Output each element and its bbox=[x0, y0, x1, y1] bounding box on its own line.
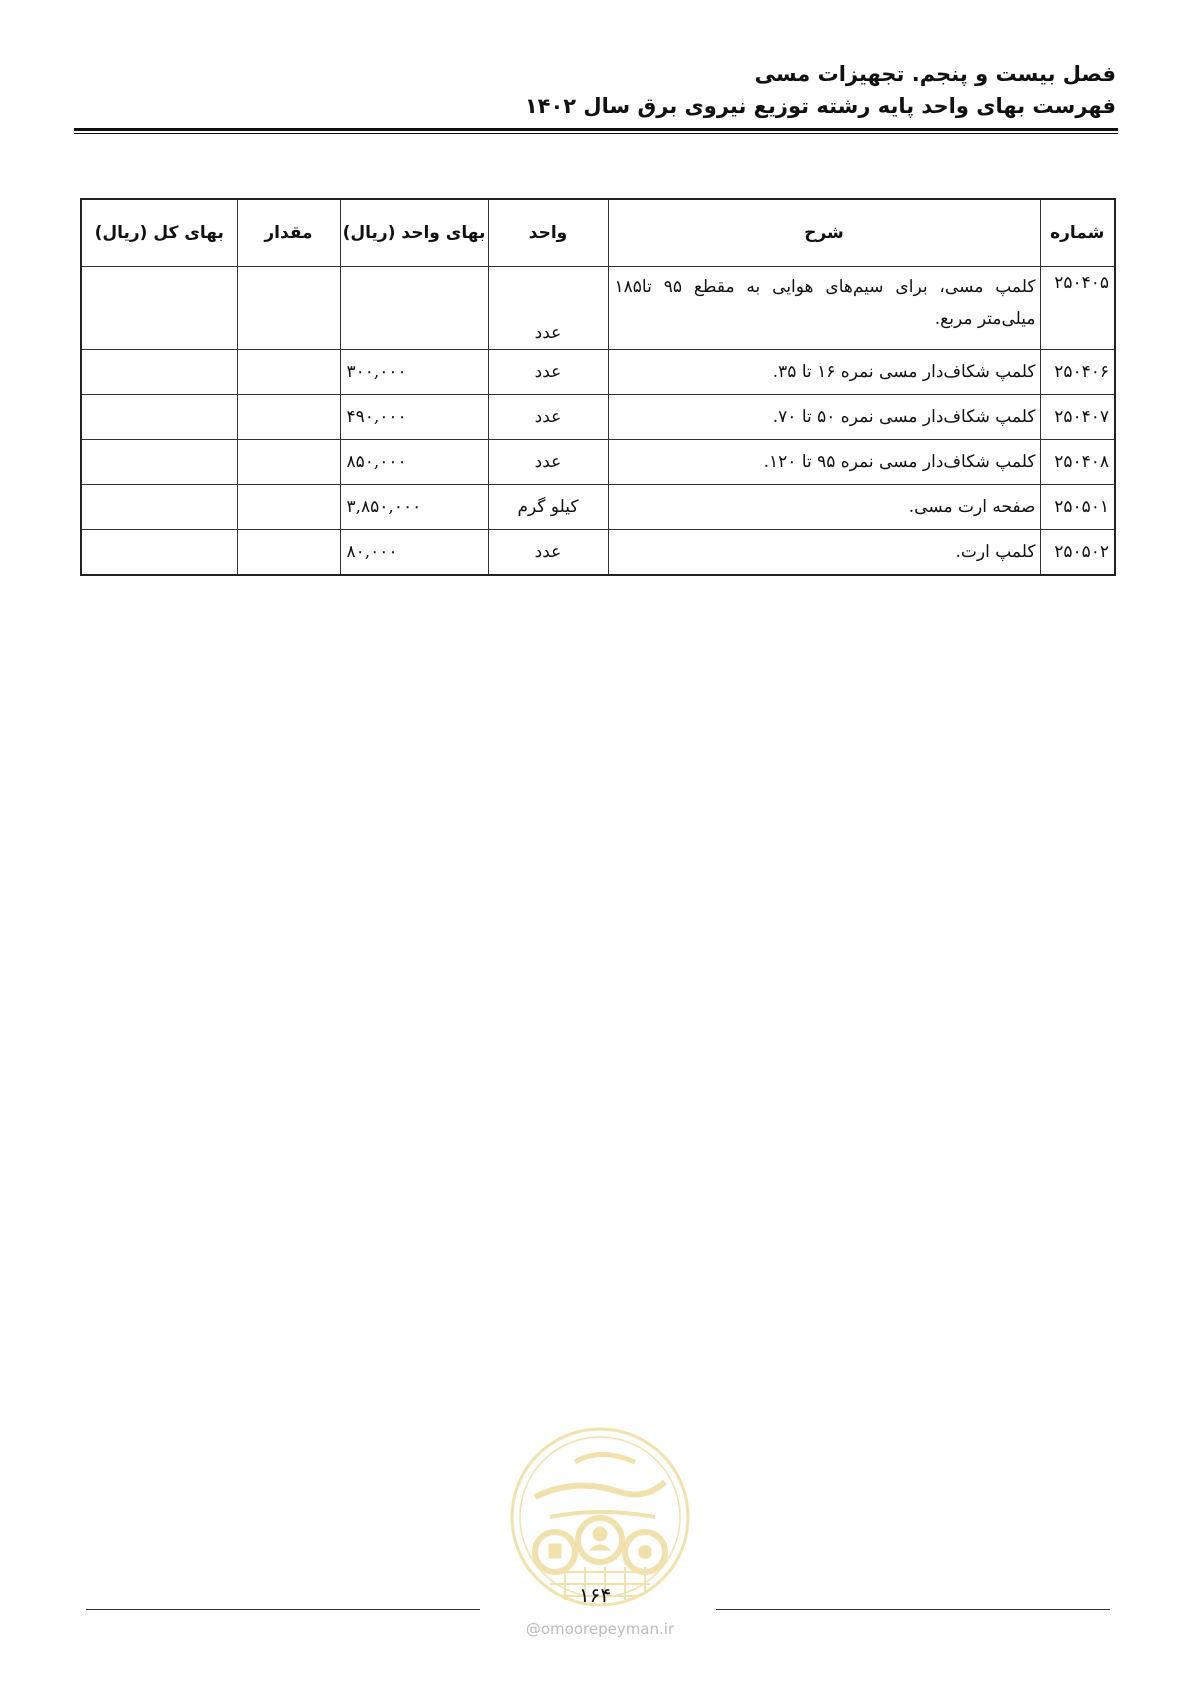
item-quantity bbox=[237, 530, 340, 576]
page-header bbox=[76, 58, 1116, 122]
item-quantity bbox=[237, 350, 340, 395]
item-unit-price: ۸۰,۰۰۰ bbox=[340, 530, 488, 576]
item-unit: عدد bbox=[488, 267, 608, 350]
item-unit: عدد bbox=[488, 395, 608, 440]
item-unit: عدد bbox=[488, 530, 608, 576]
item-number: ۲۵۰۴۰۶ bbox=[1040, 350, 1115, 395]
item-total bbox=[81, 440, 237, 485]
item-description: کلمپ ارت. bbox=[608, 530, 1040, 576]
item-unit: عدد bbox=[488, 350, 608, 395]
item-number: ۲۵۰۵۰۱ bbox=[1040, 485, 1115, 530]
item-number: ۲۵۰۴۰۵ bbox=[1040, 267, 1115, 350]
col-header-description: شرح bbox=[608, 199, 1040, 267]
item-description: کلمپ شکاف‌دار مسی نمره ۱۶ تا ۳۵. bbox=[608, 350, 1040, 395]
item-unit: عدد bbox=[488, 440, 608, 485]
col-header-unit: واحد bbox=[488, 199, 608, 267]
table-row bbox=[81, 350, 1115, 395]
page-number: ۱۶۴ bbox=[578, 1583, 612, 1607]
item-total bbox=[81, 395, 237, 440]
table-row bbox=[81, 267, 1115, 350]
table-row bbox=[81, 485, 1115, 530]
item-description-line1: کلمپ مسی، برای سیم‌های هوایی به مقطع ۹۵ تا۱۸۵ bbox=[614, 277, 1036, 297]
item-total bbox=[81, 350, 237, 395]
item-quantity bbox=[237, 440, 340, 485]
header-rule-thin bbox=[74, 133, 1118, 134]
footer-rule-left bbox=[86, 1609, 480, 1610]
item-number: ۲۵۰۴۰۷ bbox=[1040, 395, 1115, 440]
item-unit-price: ۴۹۰,۰۰۰ bbox=[340, 395, 488, 440]
item-quantity bbox=[237, 395, 340, 440]
col-header-unit-price: بهای واحد (ریال) bbox=[340, 199, 488, 267]
item-description: صفحه ارت مسی. bbox=[608, 485, 1040, 530]
chapter-title: فصل بیست و پنجم. تجهیزات مسی bbox=[754, 62, 1116, 86]
table-header-row bbox=[81, 199, 1115, 267]
table-row bbox=[81, 530, 1115, 576]
item-unit-price: ۳۰۰,۰۰۰ bbox=[340, 350, 488, 395]
item-total bbox=[81, 530, 237, 576]
footer-rule-right bbox=[716, 1609, 1110, 1610]
item-number: ۲۵۰۵۰۲ bbox=[1040, 530, 1115, 576]
item-number: ۲۵۰۴۰۸ bbox=[1040, 440, 1115, 485]
website-watermark: @omoorepeyman.ir bbox=[525, 1620, 675, 1638]
item-unit-price: ۳,۸۵۰,۰۰۰ bbox=[340, 485, 488, 530]
item-description: کلمپ شکاف‌دار مسی نمره ۵۰ تا ۷۰. bbox=[608, 395, 1040, 440]
price-list-title: فهرست بهای واحد پایه رشته توزیع نیروی برق سال ۱۴۰۲ bbox=[524, 94, 1116, 118]
item-unit-price: ۸۵۰,۰۰۰ bbox=[340, 440, 488, 485]
item-description-line2: میلی‌متر مربع. bbox=[934, 309, 1036, 329]
col-header-number: شماره bbox=[1040, 199, 1115, 267]
header-rule-thick bbox=[74, 128, 1118, 131]
table-row bbox=[81, 395, 1115, 440]
item-unit: کیلو گرم bbox=[488, 485, 608, 530]
price-table bbox=[80, 198, 1116, 576]
item-description: کلمپ شکاف‌دار مسی نمره ۹۵ تا ۱۲۰. bbox=[608, 440, 1040, 485]
col-header-quantity: مقدار bbox=[237, 199, 340, 267]
item-quantity bbox=[237, 485, 340, 530]
item-description bbox=[608, 267, 1040, 350]
item-total bbox=[81, 267, 237, 350]
col-header-total-price: بهای کل (ریال) bbox=[81, 199, 237, 267]
item-total bbox=[81, 485, 237, 530]
item-quantity bbox=[237, 267, 340, 350]
table-row bbox=[81, 440, 1115, 485]
item-unit-price bbox=[340, 267, 488, 350]
